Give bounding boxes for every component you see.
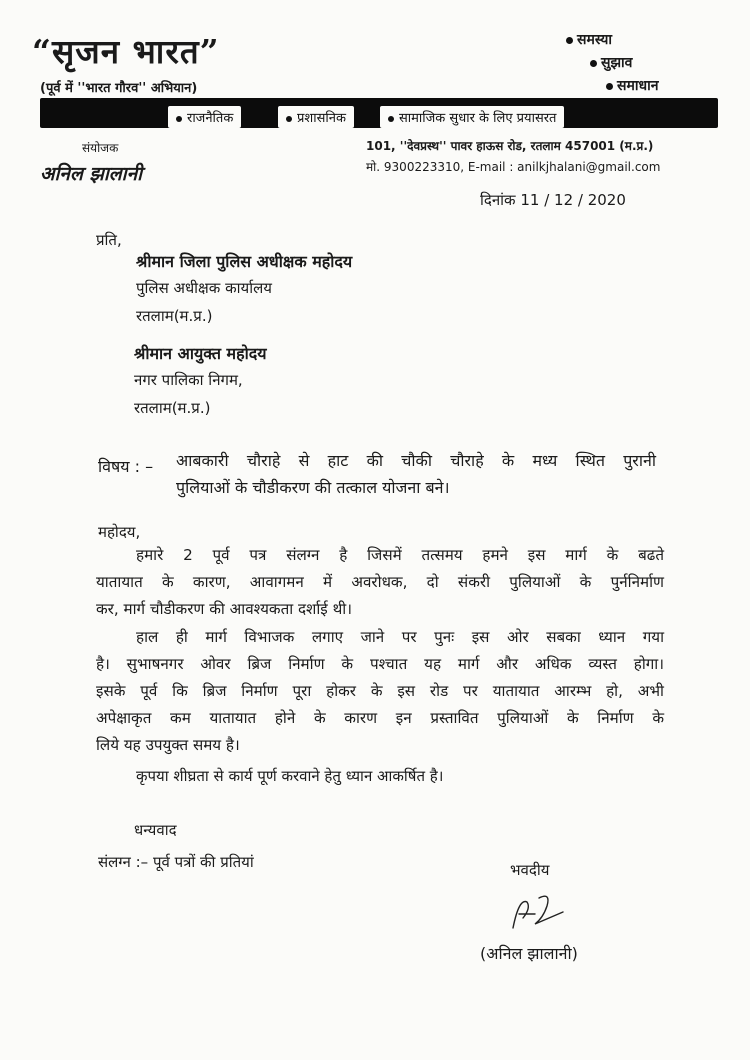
thanks: धन्यवाद (134, 821, 177, 839)
paragraph-line: इसके पूर्व कि ब्रिज निर्माण पूरा होकर के इस रोड पर यातायात आरम्भ हो, अभी (96, 682, 664, 700)
recipient1-city: रतलाम(म.प्र.) (136, 307, 213, 325)
recipient2-title: श्रीमान आयुक्त महोदय (134, 344, 267, 363)
address: 101, ''देवप्रस्थ'' पावर हाऊस रोड, रतलाम 457001 (म.प्र.) (366, 139, 654, 153)
recipient2-office: नगर पालिका निगम, (134, 371, 243, 389)
tag-problem: समस्या (566, 30, 612, 49)
band-item-political: राजनैतिक (168, 106, 241, 128)
bullet-icon (176, 116, 182, 122)
recipient1-title: श्रीमान जिला पुलिस अधीक्षक महोदय (136, 252, 353, 271)
paragraph-line: कर, मार्ग चौडीकरण की आवश्यकता दर्शाई थी। (96, 600, 352, 618)
paragraph-line: अपेक्षाकृत कम यातायात होने के कारण इन प्रस्तावित पुलियाओं के निर्माण के (96, 709, 664, 727)
subject-line: पुलियाओं के चौडीकरण की तत्काल योजना बने। (176, 478, 450, 497)
prati: प्रति, (96, 231, 122, 249)
recipient1-office: पुलिस अधीक्षक कार्यालय (136, 279, 272, 297)
paragraph-line: लिये यह उपयुक्त समय है। (96, 736, 240, 754)
paragraph-2 (96, 624, 664, 759)
organization-name: “सृजन भारत” (32, 32, 220, 71)
convener-label: संयोजक (82, 141, 119, 155)
tag-suggestion: सुझाव (590, 53, 632, 72)
subject-line: आबकारी चौराहे से हाट की चौकी चौराहे के मध्य स्थित पुरानी (176, 451, 656, 470)
bullet-icon (286, 116, 292, 122)
letter-date: दिनांक 11 / 12 / 2020 (480, 191, 626, 209)
paragraph-3: कृपया शीघ्रता से कार्य पूर्ण करवाने हेतु ध्यान आकर्षित है। (136, 767, 444, 785)
paragraph-line: है। सुभाषनगर ओवर ब्रिज निर्माण के पश्चात यह मार्ग और अधिक व्यस्त होगा। (96, 655, 664, 673)
band-item-social-reform: सामाजिक सुधार के लिए प्रयासरत (380, 106, 564, 128)
signature-mark (505, 888, 575, 938)
paragraph-1 (96, 542, 664, 623)
subject-text (176, 447, 656, 501)
bullet-icon (606, 83, 613, 90)
organization-former-name: (पूर्व में ''भारत गौरव'' अभियान) (40, 81, 198, 96)
paragraph-line: हमारे 2 पूर्व पत्र संलग्न है जिसमें तत्समय हमने इस मार्ग के बढते (136, 546, 664, 564)
bullet-icon (566, 37, 573, 44)
bullet-icon (590, 60, 597, 67)
convener-name: अनिल झालानी (40, 163, 143, 185)
letterhead-band (40, 98, 718, 128)
salutation: महोदय, (98, 523, 141, 541)
signature-name: (अनिल झालानी) (480, 944, 578, 963)
paragraph-line: हाल ही मार्ग विभाजक लगाए जाने पर पुनः इस ओर सबका ध्यान गया (136, 628, 664, 646)
subject-label: विषय : – (98, 457, 154, 476)
closing: भवदीय (510, 861, 550, 879)
recipient2-city: रतलाम(म.प्र.) (134, 399, 211, 417)
contact-info: मो. 9300223310, E-mail : anilkjhalani@gmail.com (366, 160, 661, 174)
bullet-icon (388, 116, 394, 122)
paragraph-line: यातायात के कारण, आवागमन में अवरोधक, दो संकरी पुलियाओं के पुर्ननिर्माण (96, 573, 664, 591)
tag-solution: समाधान (606, 76, 658, 95)
enclosure: संलग्न :– पूर्व पत्रों की प्रतियां (98, 853, 254, 871)
band-item-administrative: प्रशासनिक (278, 106, 354, 128)
